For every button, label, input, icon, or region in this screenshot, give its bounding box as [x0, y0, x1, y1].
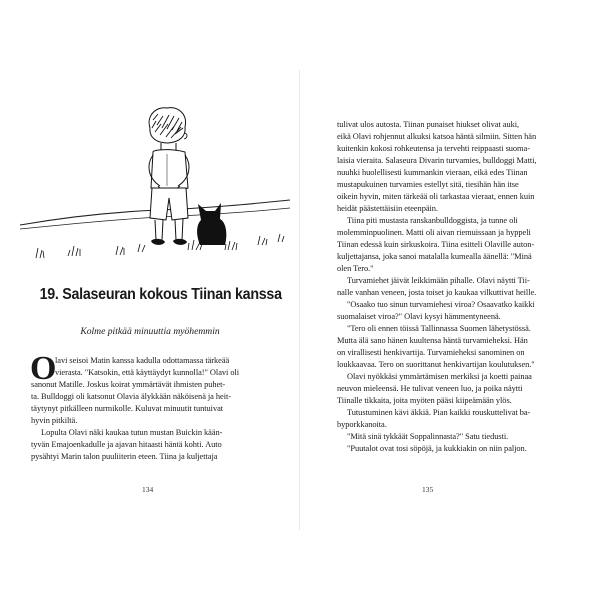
text-line: eikä Olavi rohjennut alkuksi katsoa häntä silmiin. Sitten hän — [337, 132, 537, 141]
text-line: Tiinalle tikkaita, joita myöten pääsi kiipeämään ylös. — [337, 396, 512, 405]
boy-and-dog-illustration — [20, 100, 290, 265]
text-line: molemminpuolinen. Matti oli aivan riemuissaan ja hyppeli — [337, 228, 531, 237]
text-line: ta. Bulldoggi oli katsonut Olavia älykkään näköisenä ja heit- — [31, 392, 231, 401]
gutter-divider — [299, 70, 300, 530]
text-line: kuitenkin kokosi rohkeutensa ja tervehti reippaasti suoma- — [337, 144, 530, 153]
text-line: suomalaiset viroa?" Olavi kysyi hämmentyneenä. — [337, 312, 501, 321]
text-line: täytynyt pitkälleen nurmikolle. Kuluvat minuutit tuntuivat — [31, 404, 224, 413]
text-line: "Mitä sinä tykkäät Soppalinnasta?" Satu tiedusti. — [347, 432, 509, 441]
text-line: tulivat ulos autosta. Tiinan punaiset hiukset olivat auki, — [337, 120, 520, 129]
text-line: "Tero oli ennen töissä Tallinnassa Suomen lähetystössä. — [347, 324, 531, 333]
text-line: byporkkanoita. — [337, 420, 387, 429]
text-line: tyvän Emajoenkadulle ja ajavan hitaasti häntä kohti. Auto — [31, 440, 222, 449]
text-line: Tiina piti mustasta ranskanbulldoggista, ja tunne oli — [347, 216, 518, 225]
dog-figure — [197, 203, 226, 245]
text-line: kuljettajansa, joka sanoi matalalla kumealla äänellä: "Minä — [337, 252, 532, 261]
drop-cap: O — [30, 350, 57, 387]
text-line: Tutustuminen kävi äkkiä. Pian kaikki rouskuttelivat ba- — [347, 408, 531, 417]
boy-figure — [149, 108, 189, 245]
text-line: pysähtyi Marin talon puuliiterin eteen. Tiina ja kuljettaja — [31, 452, 218, 461]
text-line: Mutta älä sano hänen kuultensa häntä turvamieheksi. Hän — [337, 336, 528, 345]
text-line: laisia vieraita. Salaseura Divarin turvamies, bulldoggi Matti, — [337, 156, 537, 165]
text-line: on virallisesti henkivartija. Turvamieheksi sanominen on — [337, 348, 525, 357]
text-line: sanonut Matille. Joskus koirat ymmärtävät ihmisten puhet- — [31, 380, 226, 389]
left-body-text — [31, 355, 277, 463]
text-line: "Puutalot ovat tosi söpöjä, ja kukkiakin on niin paljon. — [347, 444, 527, 453]
right-body-text — [337, 119, 577, 455]
text-line: heidät päästettäisiin eteenpäin. — [337, 204, 438, 213]
chapter-subtitle: Kolme pitkää minuuttia myöhemmin — [80, 326, 220, 337]
text-line: lavi seisoi Matin kanssa kadulla odottamassa tärkeää — [55, 356, 230, 365]
text-line: Lopulta Olavi näki kaukaa tutun mustan Buickin kään- — [41, 428, 223, 437]
text-line: Tiinan edessä kuin sirkuskoira. Tiina esitteli Olaville auton- — [337, 240, 535, 249]
text-line: nuuhki huolellisesti kummankin vieraan, eikä edes Tiinan — [337, 168, 528, 177]
text-line: oikein hyvin, miten tärkeää oli tarkastaa vieraat, ennen kuin — [337, 192, 535, 201]
text-line: vierasta. "Katsokin, että käyttäydyt kunnolla!" Olavi oli — [55, 368, 240, 377]
grass-tufts — [36, 234, 284, 258]
page-number-left: 134 — [142, 485, 154, 494]
text-line: nalle vanhan veneen, josta toiset jo kaukaa vilkuttivat heille. — [337, 288, 537, 297]
chapter-title: 19. Salaseuran kokous Tiinan kanssa — [39, 286, 282, 303]
text-line: hyvin pitkiltä. — [31, 416, 78, 425]
page-number-right: 135 — [422, 485, 434, 494]
text-line: loukkaavaa. Tero on suorittanut henkivartijan koulutuksen." — [337, 360, 535, 369]
text-line: Turvamiehet jäivät leikkimään pihalle. Olavi näytti Tii- — [347, 276, 530, 285]
text-line: Olavi nyökkäsi ymmärtämisen merkiksi ja koetti painaa — [347, 372, 532, 381]
text-line: mustapukuinen turvamies estellyt sitä, tiesihän hän itse — [337, 180, 519, 189]
text-line: "Osaako tuo sinun turvamiehesi viroa? Osaavatko kaikki — [347, 300, 535, 309]
text-line: olen Tero." — [337, 264, 374, 273]
text-line: neuvon mieleensä. He tulivat veneen luo, ja poika näytti — [337, 384, 523, 393]
